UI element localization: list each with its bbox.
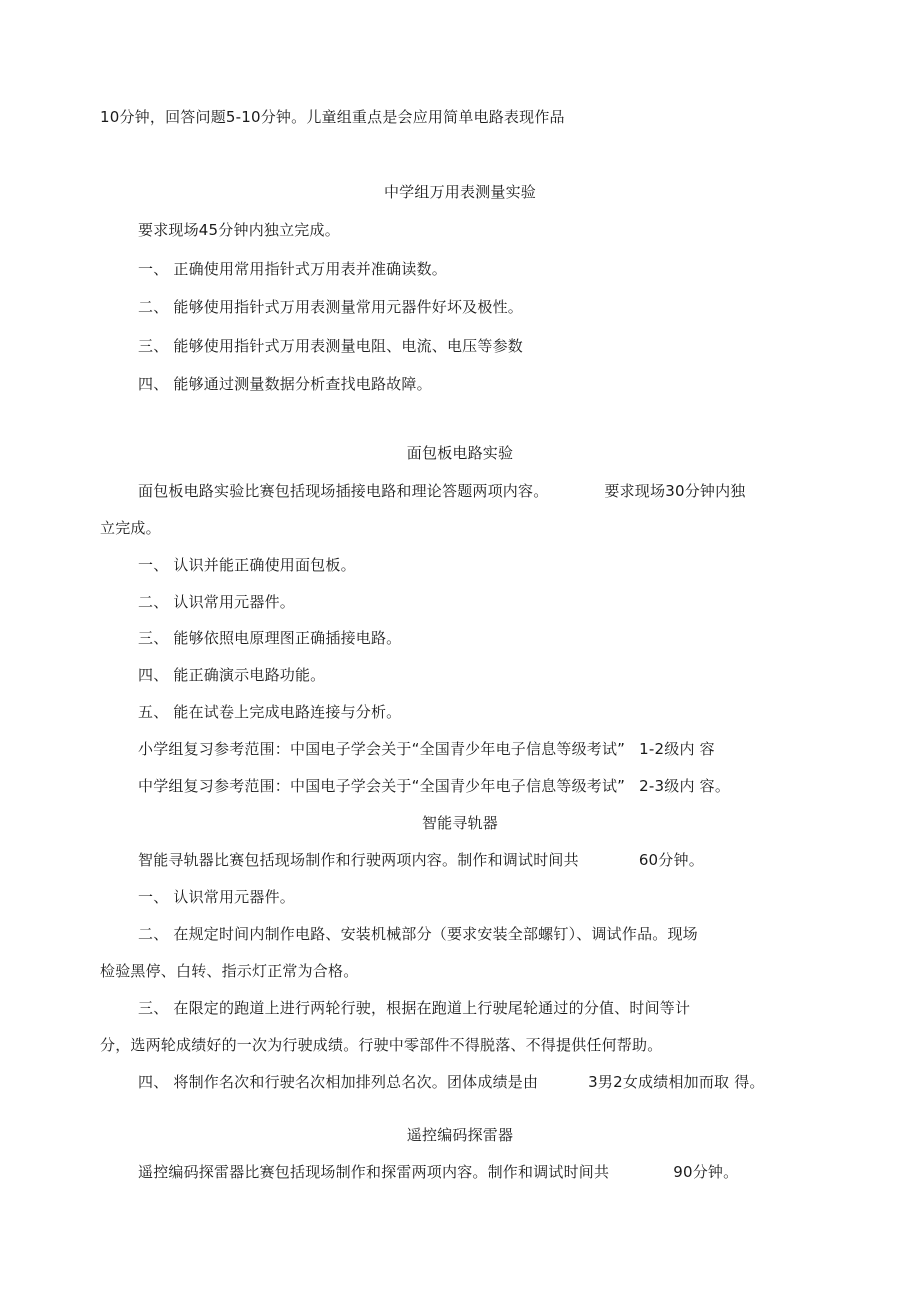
breadboard-intro-line-2: 立完成。 — [100, 519, 161, 537]
mine-intro-part-a: 遥控编码探雷器比赛包括现场制作和探雷两项内容。制作和调试时间共 — [138, 1163, 610, 1181]
tracker-item-2-line-2: 检验黑停、白转、指示灯正常为合格。 — [100, 962, 359, 980]
breadboard-item-4: 四、 能正确演示电路功能。 — [138, 666, 326, 684]
tracker-item-2-line-1: 二、 在规定时间内制作电路、安装机械部分（要求安装全部螺钉）、调试作品。现场 — [138, 925, 698, 943]
ref-middle-level: 2-3级内 容。 — [639, 777, 731, 795]
ref-primary-text: 小学组复习参考范围：中国电子学会关于“全国青少年电子信息等级考试” — [138, 740, 626, 758]
tracker-item-4-part-b: 3男2女成绩相加而取 得。 — [588, 1073, 765, 1091]
tracker-item-4-part-a: 四、 将制作名次和行驶名次相加排列总名次。团体成绩是由 — [138, 1073, 539, 1091]
tracker-intro-part-a: 智能寻轨器比赛包括现场制作和行驶两项内容。制作和调试时间共 — [138, 851, 579, 869]
breadboard-item-3: 三、 能够依照电原理图正确插接电路。 — [138, 629, 402, 647]
breadboard-intro-part-b: 要求现场30分钟内独 — [604, 482, 746, 500]
mine-intro-time: 90分钟。 — [673, 1163, 739, 1181]
multimeter-item-1: 一、 正确使用常用指针式万用表并准确读数。 — [138, 260, 447, 278]
intro-tail-line: 10分钟，回答问题5-10分钟。儿童组重点是会应用简单电路表现作品 — [100, 108, 565, 126]
multimeter-item-2: 二、 能够使用指针式万用表测量常用元器件好坏及极性。 — [138, 298, 523, 316]
tracker-item-1: 一、 认识常用元器件。 — [138, 888, 295, 906]
breadboard-section-title: 面包板电路实验 — [406, 444, 514, 462]
tracker-item-4 — [138, 1072, 765, 1092]
ref-primary-level: 1-2级内 容 — [639, 740, 715, 758]
tracker-item-3-line-2: 分，选两轮成绩好的一次为行驶成绩。行驶中零部件不得脱落、不得提供任何帮助。 — [100, 1036, 663, 1054]
breadboard-intro-part-a: 面包板电路实验比赛包括现场插接电路和理论答题两项内容。 — [138, 482, 549, 500]
tracker-intro-time: 60分钟。 — [638, 851, 704, 869]
multimeter-intro: 要求现场45分钟内独立完成。 — [138, 221, 340, 239]
breadboard-ref-primary — [138, 739, 715, 759]
tracker-intro — [138, 850, 704, 870]
tracker-section-title: 智能寻轨器 — [421, 814, 498, 832]
ref-middle-text: 中学组复习参考范围：中国电子学会关于“全国青少年电子信息等级考试” — [138, 777, 626, 795]
breadboard-item-1: 一、 认识并能正确使用面包板。 — [138, 556, 356, 574]
mine-section-title: 遥控编码探雷器 — [406, 1126, 514, 1144]
multimeter-item-4: 四、 能够通过测量数据分析查找电路故障。 — [138, 375, 432, 393]
breadboard-intro-line-1 — [138, 481, 746, 501]
mine-intro — [138, 1162, 738, 1182]
multimeter-item-3: 三、 能够使用指针式万用表测量电阻、电流、电压等参数 — [138, 337, 523, 355]
breadboard-item-2: 二、 认识常用元器件。 — [138, 593, 295, 611]
multimeter-section-title: 中学组万用表测量实验 — [383, 183, 536, 201]
breadboard-ref-middle — [138, 776, 730, 796]
breadboard-item-5: 五、 能在试卷上完成电路连接与分析。 — [138, 703, 402, 721]
tracker-item-3-line-1: 三、 在限定的跑道上进行两轮行驶，根据在跑道上行驶尾轮通过的分值、时间等计 — [138, 999, 691, 1017]
